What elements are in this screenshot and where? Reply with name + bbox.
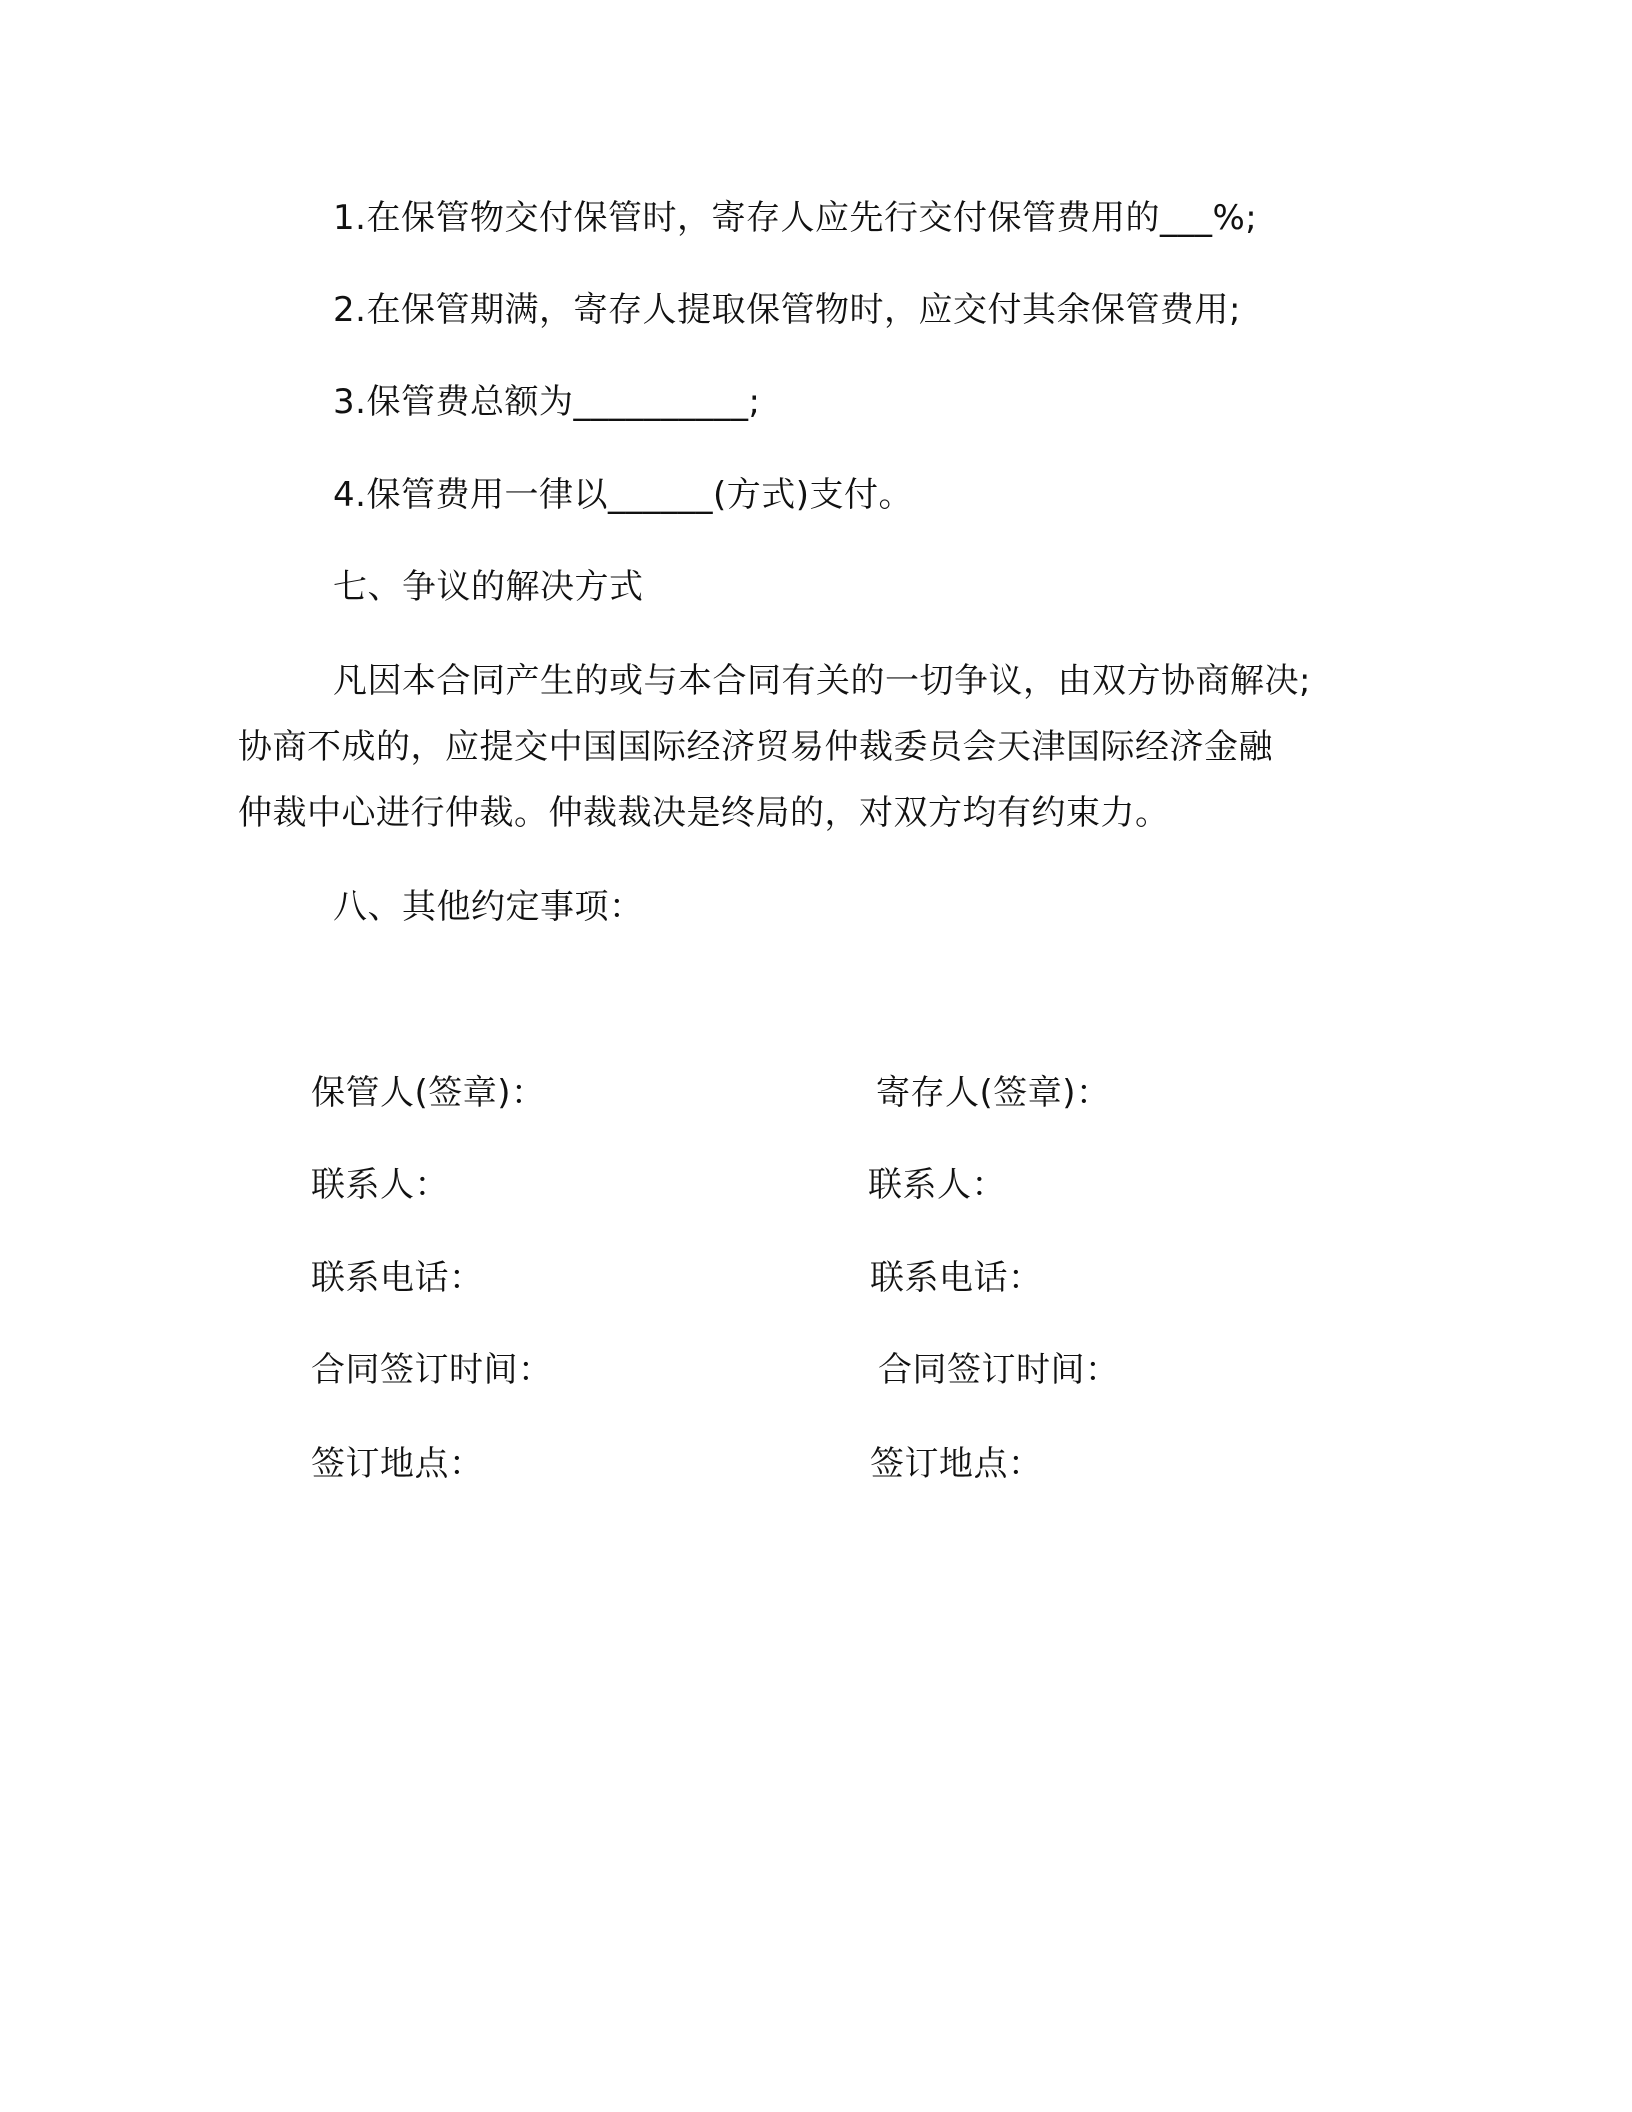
section7-paragraph-line-1: 凡因本合同产生的或与本合同有关的一切争议，由双方协商解决;	[333, 661, 1311, 701]
payment-term-3: 3.保管费总额为__________;	[333, 382, 761, 422]
depositor-date-label: 合同签订时间：	[878, 1350, 1120, 1390]
custodian-contact-label: 联系人：	[311, 1165, 449, 1205]
payment-term-1: 1.在保管物交付保管时，寄存人应先行交付保管费用的___%;	[333, 198, 1258, 238]
depositor-signature-label: 寄存人(签章)：	[876, 1073, 1111, 1113]
custodian-signature-label: 保管人(签章)：	[311, 1073, 546, 1113]
payment-term-2: 2.在保管期满，寄存人提取保管物时，应交付其余保管费用;	[333, 290, 1241, 330]
custodian-phone-label: 联系电话：	[311, 1258, 484, 1298]
section7-paragraph-line-2: 协商不成的，应提交中国国际经济贸易仲裁委员会天津国际经济金融	[238, 727, 1273, 767]
depositor-place-label: 签订地点：	[870, 1444, 1043, 1484]
payment-term-4: 4.保管费用一律以______(方式)支付。	[333, 475, 913, 515]
depositor-contact-label: 联系人：	[868, 1165, 1006, 1205]
section7-heading: 七、争议的解决方式	[333, 567, 644, 607]
depositor-phone-label: 联系电话：	[870, 1258, 1043, 1298]
custodian-place-label: 签订地点：	[311, 1444, 484, 1484]
section8-heading: 八、其他约定事项：	[333, 887, 644, 927]
section7-paragraph-line-3: 仲裁中心进行仲裁。仲裁裁决是终局的，对双方均有约束力。	[238, 793, 1170, 833]
custodian-date-label: 合同签订时间：	[311, 1350, 553, 1390]
